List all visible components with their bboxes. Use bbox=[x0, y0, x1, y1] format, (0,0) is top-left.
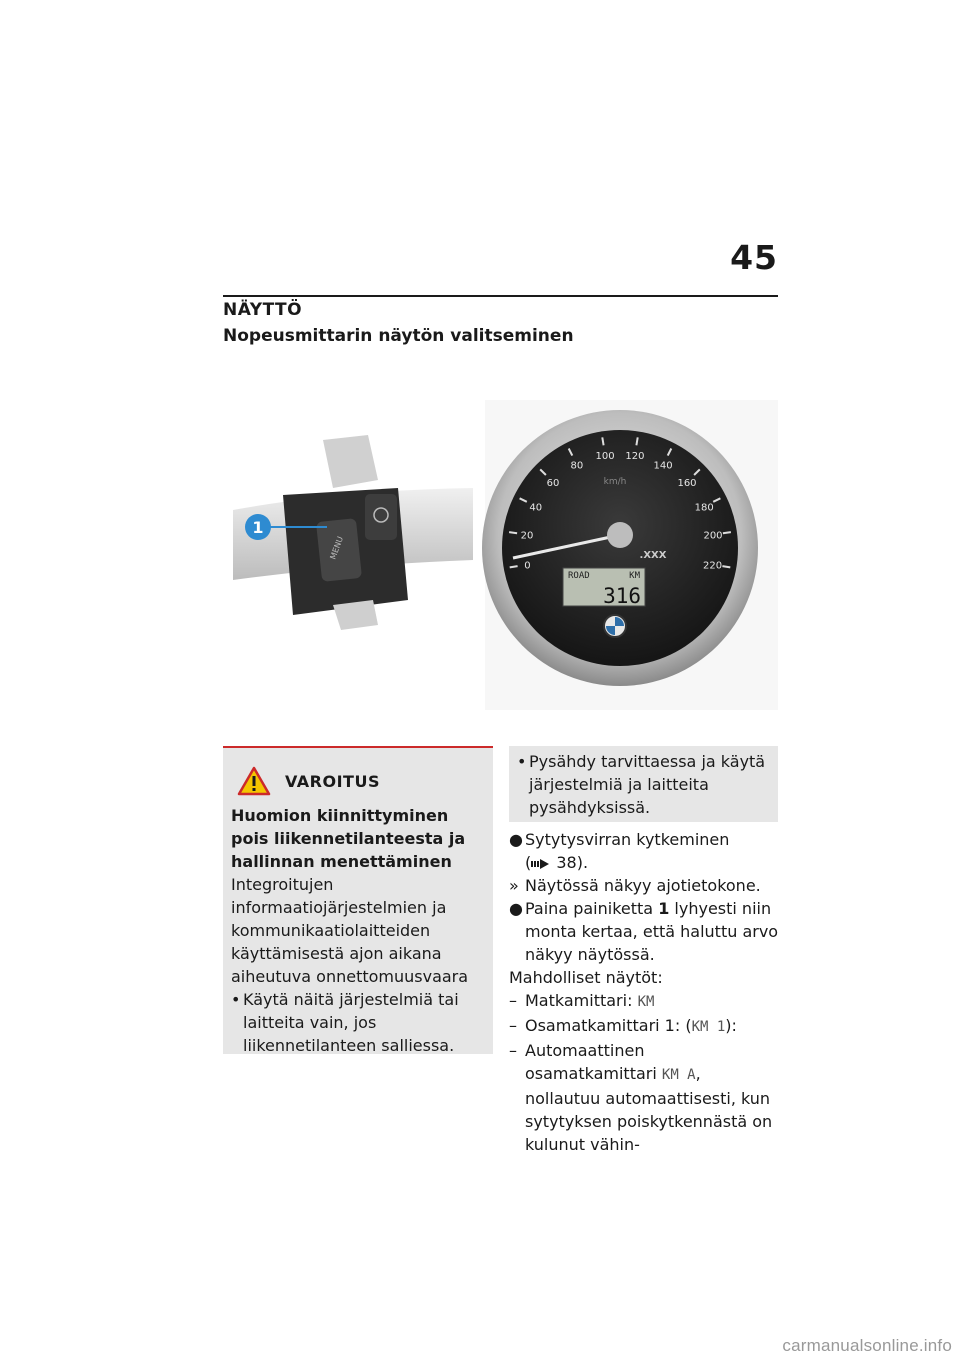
gauge-unit: km/h bbox=[603, 477, 627, 487]
display-option-trip: – Matkamittari: KM bbox=[509, 991, 655, 1010]
gauge-tick-mark bbox=[723, 532, 731, 533]
gauge-tick-label: 60 bbox=[546, 478, 560, 490]
display-option-auto-trip: – Automaattinen osamatkamittari KM A, nollautuu automaattisesti, kun sytytyksen poiskytkennästä on kulunut vähin- bbox=[509, 1041, 773, 1154]
warning-triangle-icon bbox=[237, 766, 271, 796]
instructions bbox=[509, 828, 781, 1156]
callout-1: 1 bbox=[252, 518, 264, 537]
section-title: NÄYTTÖ bbox=[223, 300, 303, 320]
warning-body: Integroitujen informaatiojärjestelmien ja kommunikaatiolaitteiden käyttämisestä ajon aikana aiheutuva onnettomuusvaara bbox=[231, 875, 469, 986]
odometer-label: .XXX bbox=[639, 550, 667, 561]
gauge-tick-label: 180 bbox=[694, 502, 714, 514]
page-number: 45 bbox=[730, 238, 778, 277]
gauge-tick-label: 160 bbox=[677, 478, 697, 490]
header-rule bbox=[223, 295, 778, 297]
gauge-tick-label: 0 bbox=[524, 560, 531, 572]
warning-box bbox=[223, 746, 493, 1054]
speedometer-photo bbox=[482, 400, 778, 710]
watermark: carmanualsonline.info bbox=[782, 1336, 952, 1355]
gauge-tick-mark bbox=[602, 437, 603, 445]
switch-cluster-photo bbox=[223, 400, 473, 710]
page-reference: 38). bbox=[556, 853, 589, 872]
gauge-tick-label: 200 bbox=[703, 530, 723, 542]
warning-heading: Huomion kiinnittyminen pois liikennetilanteesta ja hallinnan menettäminen bbox=[231, 806, 466, 871]
gauge-tick-mark bbox=[636, 437, 637, 445]
lcd-mode: ROAD bbox=[568, 571, 590, 581]
step-press-button: ● Paina painiketta 1 lyhyesti niin monta kertaa, että haluttu arvo näkyy näytössä. bbox=[509, 899, 779, 964]
lcd-unit: KM bbox=[629, 571, 640, 581]
note-bullet: • Pysähdy tarvittaessa ja käytä järjestelmiä ja laitteita pysähdyksissä. bbox=[517, 752, 766, 817]
gauge-tick-label: 220 bbox=[703, 560, 723, 572]
gauge-tick-label: 140 bbox=[653, 460, 673, 472]
gauge-tick-mark bbox=[509, 532, 517, 533]
step-ignition: ● Sytytysvirran kytkeminen ( 38). bbox=[509, 830, 730, 872]
display-option-trip-1: – Osamatkamittari 1: (KM 1): bbox=[509, 1016, 737, 1035]
gauge-tick-label: 120 bbox=[625, 451, 645, 463]
page-reference-arrow-icon bbox=[531, 858, 551, 870]
lcd-value: 316 bbox=[603, 584, 641, 608]
gauge-tick-mark bbox=[722, 566, 730, 567]
gauge-tick-label: 20 bbox=[520, 530, 534, 542]
subsection-title: Nopeusmittarin näytön valitseminen bbox=[223, 326, 574, 346]
gauge-tick-label: 80 bbox=[570, 460, 584, 472]
warning-title: VAROITUS bbox=[285, 771, 380, 791]
step-result: » Näytössä näkyy ajotietokone. bbox=[509, 876, 761, 895]
note-box bbox=[509, 746, 778, 822]
gauge-tick-mark bbox=[510, 566, 518, 567]
gauge-tick-label: 40 bbox=[529, 502, 543, 514]
possible-displays-label: Mahdolliset näytöt: bbox=[509, 968, 663, 987]
gauge-tick-label: 100 bbox=[595, 451, 615, 463]
handlebar-and-speedometer-figure bbox=[223, 400, 778, 710]
warning-bullet: • Käytä näitä järjestelmiä tai laitteita vain, jos liikennetilanteen salliessa. bbox=[231, 990, 459, 1055]
menu-label: MENU bbox=[328, 535, 346, 561]
